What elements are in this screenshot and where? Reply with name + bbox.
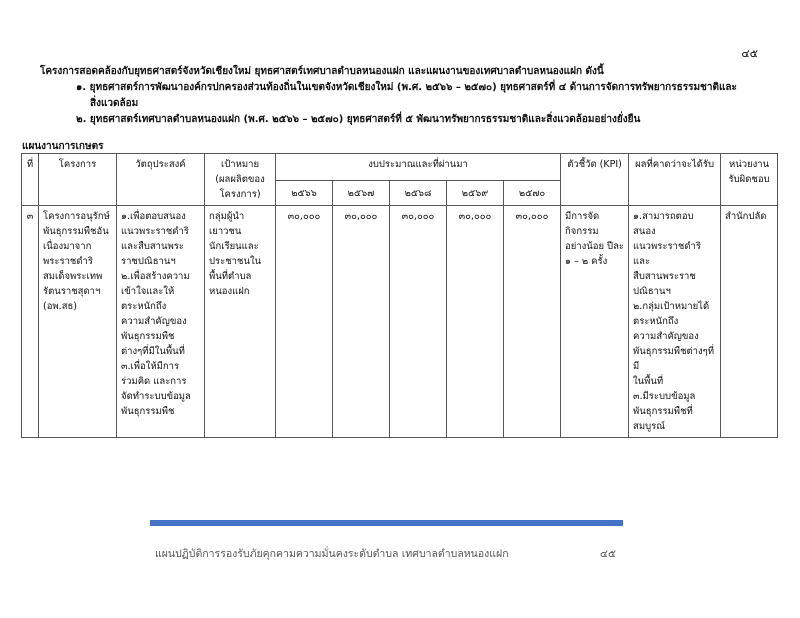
header-unit-line1: หน่วยงาน	[728, 159, 770, 170]
cell-line: พันธุกรรมพืช	[121, 406, 175, 417]
cell-line: พันธุกรรมพืช	[121, 331, 175, 342]
cell-line: เข้าใจและให้	[121, 286, 175, 297]
cell-line: ๒.เพื่อสร้างความ	[121, 271, 190, 282]
cell-line: ๑ – ๒ ครั้ง	[565, 256, 608, 267]
strategy-item-1-text: ๑. ยุทธศาสตร์การพัฒนาองค์กรปกครองส่วนท้องถิ่นในเขตจังหวัดเชียงใหม่ (พ.ศ. ๒๕๖๖ – ๒๕๗๐) ยุทธศาสตร์ที่ ๔ ด้านการจัดการทรัพยากรธรรมชาติและ	[76, 82, 737, 93]
cell-line: แนวพระราชดำริและ	[633, 241, 701, 267]
header-kpi: ตัวชี้วัด (KPI)	[561, 154, 629, 206]
cell-line: ความสำคัญของ	[121, 316, 187, 327]
intro-section	[40, 64, 760, 128]
header-budget: งบประมาณและที่ผ่านมา	[276, 154, 561, 181]
cell-line: อย่างน้อย ปีละ	[565, 241, 625, 252]
year-header: ๒๕๖๖	[276, 181, 333, 206]
cell-line: ตระหนักถึง	[633, 316, 679, 327]
cell-line: โครงการอนุรักษ์	[43, 211, 110, 222]
header-project: โครงการ	[39, 154, 117, 206]
cell-line: มีการจัด	[565, 211, 600, 222]
header-objective: วัตถุประสงค์	[117, 154, 205, 206]
year-header: ๒๕๖๗	[333, 181, 390, 206]
footer-divider	[150, 520, 623, 526]
cell-line: พื้นที่ตำบล	[209, 271, 252, 282]
row-unit: สำนักปลัด	[721, 206, 778, 438]
cell-line: เนื่องมาจาก	[43, 241, 92, 252]
cell-line: ราชปณิธานฯ	[121, 256, 176, 267]
cell-line: นักเรียนและ	[209, 241, 259, 252]
cell-line: แนวพระราชดำริ	[121, 226, 189, 237]
table-row	[22, 206, 778, 438]
cell-line: ตระหนักถึง	[121, 301, 167, 312]
row-objective	[117, 206, 205, 438]
footer-page-number: ๔๕	[600, 548, 616, 560]
row-expected	[629, 206, 721, 438]
cell-line: ต่างๆที่มีในพื้นที่	[121, 346, 185, 357]
budget-cell: ๓๐,๐๐๐	[276, 206, 333, 438]
cell-line: ๓.มีระบบข้อมูล	[633, 391, 696, 402]
cell-line: และสืบสานพระ	[121, 241, 184, 252]
cell-line: ร่วมคิด และการ	[121, 376, 187, 387]
cell-line: พระราชดำริ	[43, 256, 93, 267]
row-project	[39, 206, 117, 438]
cell-line: สมเด็จพระเทพ	[43, 271, 103, 282]
intro-line: โครงการสอดคล้องกับยุทธศาสตร์จังหวัดเชียงใหม่ ยุทธศาสตร์เทศบาลตำบลหนองแฝก และแผนงานของเทศบาลตำบลหนองแฝก ดังนี้	[40, 66, 604, 77]
cell-line: สมบูรณ์	[633, 421, 666, 432]
header-target-line3: โครงการ)	[219, 189, 261, 200]
cell-line: พันธุกรรมพืชต่างๆที่มี	[633, 346, 715, 372]
cell-line: จัดทำระบบข้อมูล	[121, 391, 191, 402]
year-header: ๒๕๖๙	[447, 181, 504, 206]
page-number: ๔๕	[741, 47, 758, 60]
header-unit	[721, 154, 778, 206]
row-target	[205, 206, 276, 438]
cell-line: ในพื้นที่	[633, 376, 664, 387]
cell-line: กิจกรรม	[565, 226, 599, 237]
footer-text: แผนปฏิบัติการรองรับภัยคุกคามความมั่นคงระดับตำบล เทศบาลตำบลหนองแฝก	[155, 548, 509, 560]
cell-line: กลุ่มผู้นำ	[209, 211, 245, 222]
plan-title: แผนงานการเกษตร	[22, 141, 104, 152]
budget-cell: ๓๐,๐๐๐	[390, 206, 447, 438]
cell-line: ๒.กลุ่มเป้าหมายได้	[633, 301, 710, 312]
header-target-line2: (ผลผลิตของ	[215, 174, 265, 185]
cell-line: (อพ.สธ)	[43, 301, 77, 312]
cell-line: หนองแฝก	[209, 286, 250, 297]
header-target	[205, 154, 276, 206]
cell-line: ๑.เพื่อตอบสนอง	[121, 211, 186, 222]
year-header: ๒๕๖๘	[390, 181, 447, 206]
budget-cell: ๓๐,๐๐๐	[504, 206, 561, 438]
strategy-item-1-wrap: สิ่งแวดล้อม	[90, 98, 139, 109]
header-unit-line2: รับผิดชอบ	[728, 174, 770, 185]
row-no: ๓	[22, 206, 39, 438]
header-no: ที่	[22, 154, 39, 206]
cell-line: ความสำคัญของ	[633, 331, 699, 342]
cell-line: ๓.เพื่อให้มีการ	[121, 361, 180, 372]
strategy-item-2: ๒. ยุทธศาสตร์เทศบาลตำบลหนองแฝก (พ.ศ. ๒๕๖๖ – ๒๕๗๐) ยุทธศาสตร์ที่ ๕ พัฒนาทรัพยากรธรรมชาติและสิ่งแวดล้อมอย่างยั่งยืน	[76, 114, 641, 125]
cell-line: ๑.สามารถตอบสนอง	[633, 211, 694, 237]
header-expected: ผลที่คาดว่าจะได้รับ	[629, 154, 721, 206]
strategy-item-1	[40, 80, 760, 112]
cell-line: พันธุกรรมพืชอัน	[43, 226, 109, 237]
budget-cell: ๓๐,๐๐๐	[333, 206, 390, 438]
project-table	[21, 153, 778, 438]
cell-line: รัตนราชสุดาฯ	[43, 286, 101, 297]
cell-line: ประชาชนใน	[209, 256, 262, 267]
cell-line: สืบสานพระราช	[633, 271, 696, 282]
cell-line: พันธุกรรมพืชที่	[633, 406, 693, 417]
cell-line: เยาวชน	[209, 226, 242, 237]
header-row	[22, 154, 778, 181]
header-target-line1: เป้าหมาย	[220, 159, 260, 170]
row-kpi	[561, 206, 629, 438]
year-header: ๒๕๗๐	[504, 181, 561, 206]
budget-cell: ๓๐,๐๐๐	[447, 206, 504, 438]
cell-line: ปณิธานฯ	[633, 286, 671, 297]
